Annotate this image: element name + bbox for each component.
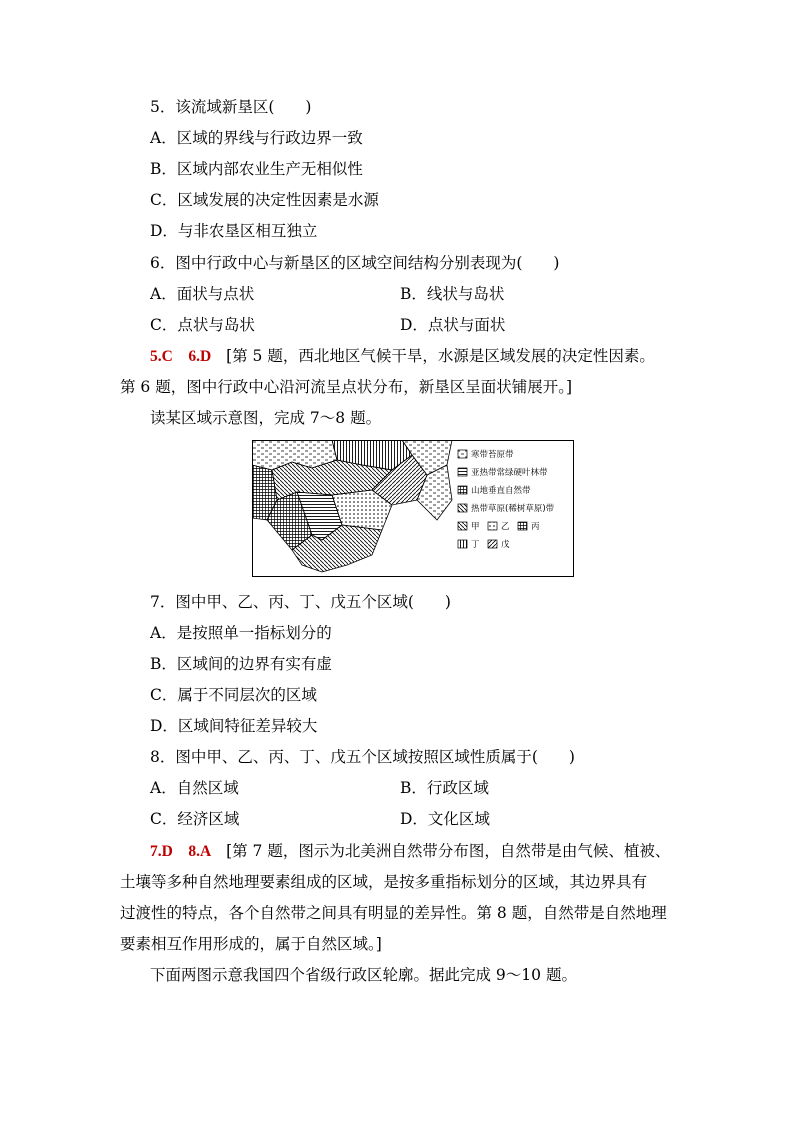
q8-option-d: D．文化区域	[400, 810, 490, 828]
legend-jia: 甲	[471, 522, 480, 532]
answer-7-8-explanation-4: 要素相互作用形成的，属于自然区域。]	[120, 935, 382, 953]
q5-option-b: B．区域内部农业生产无相似性	[150, 160, 363, 178]
q6-option-a: A．面状与点状	[150, 285, 255, 303]
answer-7-8-explanation-3: 过渡性的特点，各个自然带之间具有明显的差异性。第 8 题，自然带是自然地理	[120, 904, 667, 922]
answer-7-8-line1	[150, 841, 670, 862]
answer-7-8-key: 7.D 8.A	[150, 843, 212, 860]
q5-option-d: D．与非农垦区相互独立	[150, 222, 318, 240]
legend-wu: 戊	[501, 540, 510, 550]
q6-option-c: C．点状与岛状	[150, 316, 255, 334]
q8-option-b: B．行政区域	[400, 779, 489, 797]
q8-option-c: C．经济区域	[150, 810, 240, 828]
legend-bing: 丙	[531, 522, 540, 532]
answer-7-8-explanation-1: [第 7 题，图示为北美洲自然带分布图，自然带是由气候、植被、	[226, 842, 671, 860]
q7-option-b: B．区域间的边界有实有虚	[150, 655, 332, 673]
legend-yi: 乙	[501, 522, 510, 532]
q5-option-c: C．区域发展的决定性因素是水源	[150, 191, 379, 209]
answer-5-6-explanation-2: 第 6 题，图中行政中心沿河流呈点状分布，新垦区呈面状铺展开。]	[120, 378, 573, 396]
q7-option-c: C．属于不同层次的区域	[150, 686, 317, 704]
legend-tundra: 寒带苔原带	[471, 450, 514, 460]
q5-stem: 5．该流域新垦区( )	[150, 98, 312, 116]
legend-savanna: 热带草原(稀树草原)带	[471, 504, 555, 514]
q6-option-b: B．线状与岛状	[400, 285, 505, 303]
q8-option-a: A．自然区域	[150, 779, 239, 797]
answer-5-6-key: 5.C 6.D	[150, 348, 212, 365]
q7-stem: 7．图中甲、乙、丙、丁、戊五个区域( )	[150, 593, 451, 611]
answer-5-6-explanation-1: [第 5 题，西北地区气候干旱，水源是区域发展的决定性因素。	[226, 347, 655, 365]
intro-9-10: 下面两图示意我国四个省级行政区轮廓。据此完成 9～10 题。	[150, 966, 577, 984]
q7-option-a: A．是按照单一指标划分的	[150, 624, 332, 642]
q6-stem: 6．图中行政中心与新垦区的区域空间结构分别表现为( )	[150, 254, 560, 272]
q6-option-d: D．点状与面状	[400, 316, 506, 334]
answer-7-8-explanation-2: 土壤等多种自然地理要素组成的区域，是按多重指标划分的区域，其边界具有	[120, 873, 648, 891]
legend-subtropical: 亚热带常绿硬叶林带	[471, 468, 548, 478]
legend-mountain: 山地垂直自然带	[471, 486, 531, 496]
q5-option-a: A．区域的界线与行政边界一致	[150, 129, 363, 147]
answer-5-6-line1	[150, 346, 655, 367]
intro-7-8: 读某区域示意图，完成 7～8 题。	[150, 409, 382, 427]
legend-ding: 丁	[471, 540, 480, 550]
q7-option-d: D．区域间特征差异较大	[150, 717, 318, 735]
q8-stem: 8．图中甲、乙、丙、丁、戊五个区域按照区域性质属于( )	[150, 748, 575, 766]
north-america-natural-zones-map	[252, 440, 574, 577]
